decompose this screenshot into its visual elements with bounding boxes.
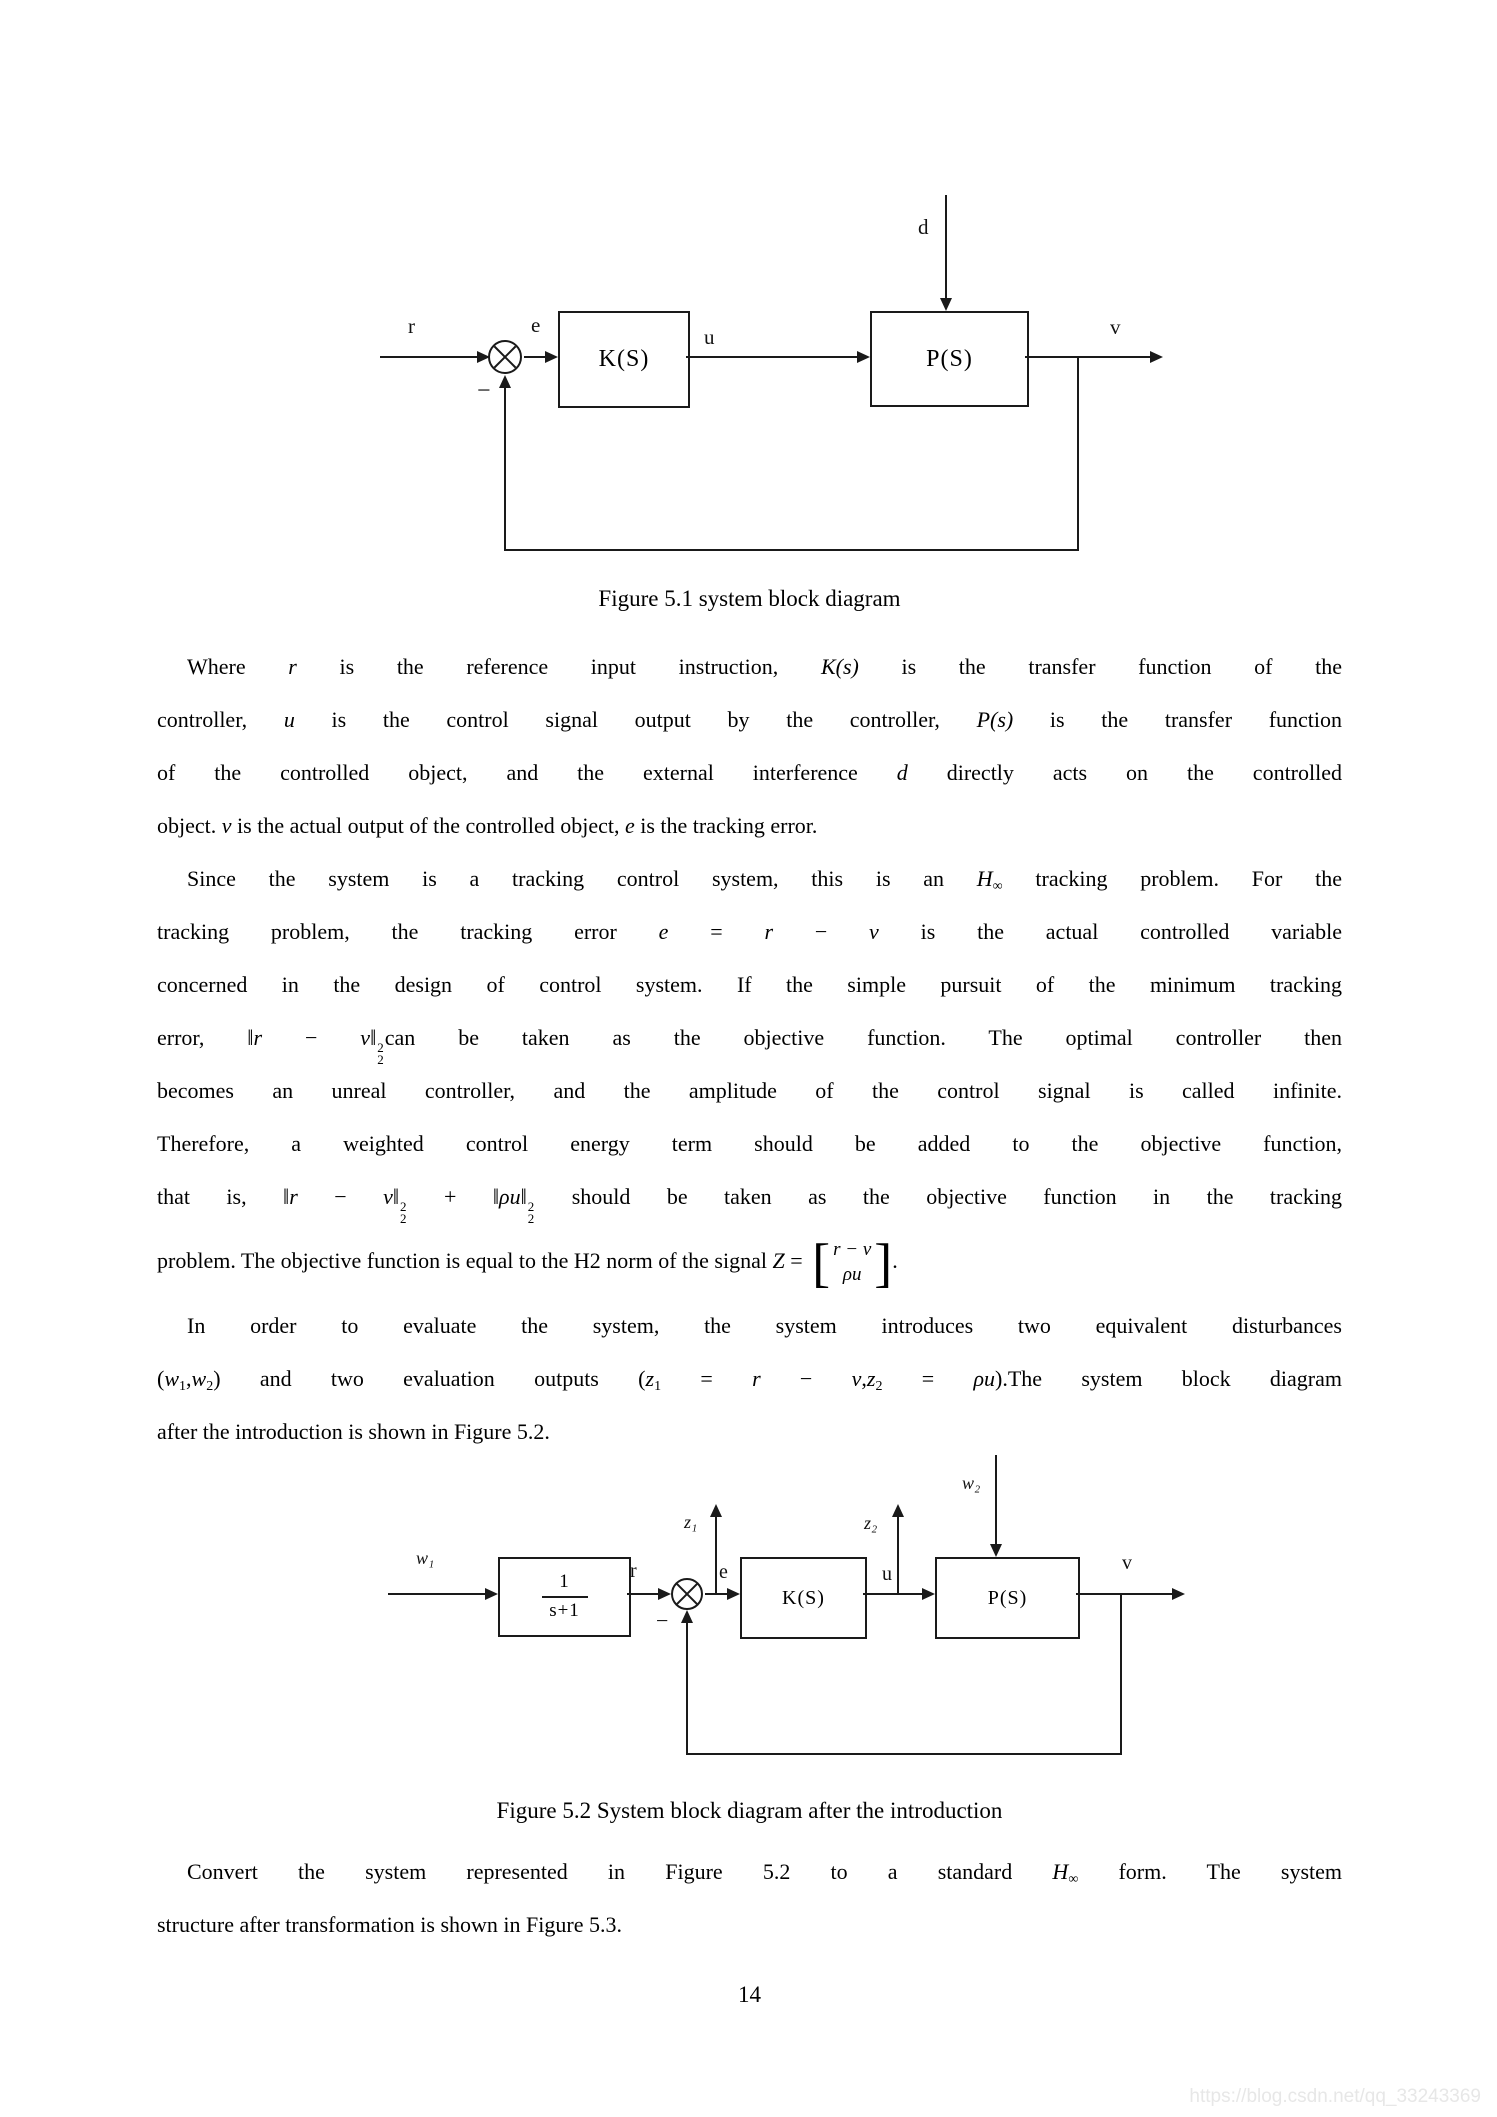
fig1-plant-block	[870, 311, 1029, 407]
fig1-minus-sign: −	[477, 378, 491, 404]
fig1-label-r: r	[408, 314, 415, 338]
fig2-r-arrowhead-icon	[658, 1588, 671, 1600]
text-line: (w1,w2) and two evaluation outputs (z1 = r − v,z2 = ρu).The system block diagram	[157, 1366, 1342, 1394]
fig1-label-e: e	[531, 313, 541, 337]
fig2-label-z1: z₁	[684, 1512, 698, 1532]
fig2-fraction-denominator: s+1	[549, 1600, 580, 1621]
fig2-z2-arrowhead-icon	[892, 1504, 904, 1517]
text-line: of the controlled object, and the external interference d directly acts on the controlled	[157, 760, 1342, 785]
fig2-feedback-branch-line	[1120, 1594, 1122, 1755]
fig2-controller-block	[740, 1557, 867, 1639]
fig2-filter-fraction	[542, 1572, 588, 1622]
fig2-z1-arrowhead-icon	[710, 1504, 722, 1517]
fig1-controller-label: K(S)	[598, 346, 650, 372]
fig2-e-arrowhead-icon	[727, 1588, 740, 1600]
text-line: that is, ‖r − v‖ 2 2 + ‖ρu‖ 2 2 should be taken as the objective function in the tracking	[157, 1184, 1342, 1226]
text-line: problem. The objective function is equal to the H2 norm of the signal Z = [ r − v ρu ] .	[157, 1232, 898, 1293]
text-line: concerned in the design of control system. If the simple pursuit of the minimum tracking	[157, 972, 1342, 997]
fig2-label-w1: w₁	[416, 1548, 435, 1568]
fig1-output-line	[1025, 356, 1151, 358]
paragraph-2	[157, 852, 1342, 1299]
fig1-error-line	[524, 356, 545, 358]
fig1-controller-block	[558, 311, 690, 408]
fig2-label-r: r	[630, 1560, 637, 1582]
fig2-z2-line	[897, 1516, 899, 1594]
fig1-label-v: v	[1110, 315, 1121, 339]
fig1-output-arrowhead-icon	[1150, 351, 1163, 363]
text-line: In order to evaluate the system, the system introduces two equivalent disturbances	[187, 1313, 1342, 1338]
fig2-w1-arrowhead-icon	[485, 1588, 498, 1600]
fig2-u-arrowhead-icon	[922, 1588, 935, 1600]
text-line: object. v is the actual output of the controlled object, e is the tracking error.	[157, 813, 818, 838]
fig2-feedback-return-line	[686, 1623, 688, 1754]
fig1-label-d: d	[918, 215, 929, 239]
fig2-fraction-numerator: 1	[559, 1571, 570, 1593]
fig2-output-line	[1076, 1593, 1173, 1595]
fig1-plant-label: P(S)	[926, 345, 973, 372]
page-number: 14	[738, 1982, 761, 2007]
fig2-feedback-arrowhead-icon	[681, 1610, 693, 1623]
fig2-w2-line	[995, 1455, 997, 1544]
fig1-control-arrowhead-icon	[857, 351, 870, 363]
fig2-r-line	[627, 1593, 658, 1595]
text-line: Where r is the reference input instruction, K(s) is the transfer function of the	[187, 654, 1342, 679]
paragraph-1	[157, 640, 1342, 852]
fig1-input-line	[380, 356, 477, 358]
paragraph-4	[157, 1845, 1342, 1951]
fig2-label-w2: w₂	[962, 1473, 981, 1493]
fig1-summing-junction-icon	[488, 340, 522, 374]
fig2-controller-label: K(S)	[782, 1586, 825, 1609]
fig2-fraction-bar	[542, 1596, 588, 1598]
fig1-disturbance-arrowhead-icon	[940, 298, 952, 311]
fig2-feedback-bottom-line	[686, 1753, 1122, 1755]
fig2-label-v: v	[1122, 1552, 1132, 1574]
text-line: tracking problem, the tracking error e = r − v is the actual controlled variable	[157, 919, 1342, 944]
figure-5-2-caption: Figure 5.2 System block diagram after the introduction	[496, 1798, 1003, 1823]
text-line: controller, u is the control signal output by the controller, P(s) is the transfer function	[157, 707, 1343, 732]
fig2-label-e: e	[719, 1561, 728, 1583]
fig2-filter-block	[498, 1557, 631, 1637]
text-line: Convert the system represented in Figure 5.2 to a standard H∞ form. The system	[187, 1859, 1342, 1887]
fig2-w2-arrowhead-icon	[990, 1544, 1002, 1557]
fig2-output-arrowhead-icon	[1172, 1588, 1185, 1600]
fig1-feedback-branch-line	[1077, 357, 1079, 551]
fig2-summing-junction-icon	[671, 1578, 703, 1610]
text-line: after the introduction is shown in Figure 5.2.	[157, 1419, 550, 1444]
text-line: structure after transformation is shown in Figure 5.3.	[157, 1912, 622, 1937]
fig2-minus-sign: −	[656, 1608, 669, 1633]
fig2-plant-label: P(S)	[987, 1586, 1028, 1609]
text-line: becomes an unreal controller, and the amplitude of the control signal is called infinite.	[157, 1078, 1342, 1103]
paragraph-3	[157, 1299, 1342, 1458]
fig2-w1-line	[388, 1593, 485, 1595]
fig2-plant-block	[935, 1557, 1080, 1639]
text-line: Since the system is a tracking control system, this is an H∞ tracking problem. For the	[187, 866, 1342, 894]
fig2-label-z2: z₂	[864, 1513, 878, 1533]
fig1-feedback-bottom-line	[504, 549, 1079, 551]
fig2-u-line	[863, 1593, 922, 1595]
fig2-e-line	[705, 1593, 727, 1595]
fig1-label-u: u	[704, 325, 715, 349]
fig1-control-line	[686, 356, 857, 358]
fig1-feedback-arrowhead-icon	[499, 375, 511, 388]
watermark-url: https://blog.csdn.net/qq_33243369	[1189, 2086, 1481, 2107]
fig2-label-u: u	[882, 1563, 892, 1585]
fig1-error-arrowhead-icon	[545, 351, 558, 363]
fig1-disturbance-line	[945, 195, 947, 298]
text-line: Therefore, a weighted control energy term should be added to the objective function,	[157, 1131, 1342, 1156]
fig1-feedback-return-line	[504, 388, 506, 550]
text-line: error, ‖r − v‖ 2 2 can be taken as the objective function. The optimal controller then	[157, 1025, 1342, 1067]
fig2-z1-line	[715, 1516, 717, 1594]
figure-5-1-caption: Figure 5.1 system block diagram	[598, 586, 901, 611]
